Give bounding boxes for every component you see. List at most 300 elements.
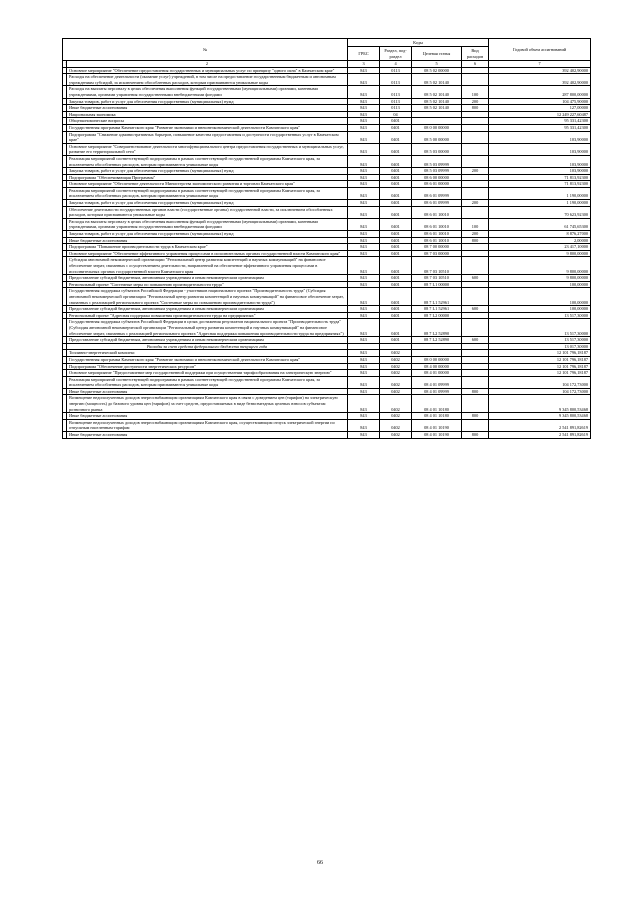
- row-csr: 08 6 01 10010: [412, 231, 462, 238]
- row-csr: 08 4 01 10180: [412, 395, 462, 413]
- row-grbs: 843: [348, 281, 380, 288]
- row-vr: 800: [462, 413, 489, 420]
- table-row: [63, 237, 591, 244]
- row-vr: [462, 376, 489, 388]
- row-razdel: 0402: [380, 376, 412, 388]
- row-name: Иные бюджетные ассигнования: [67, 105, 348, 112]
- row-csr: 08 4 01 09999: [412, 376, 462, 388]
- row-amount: 287 800,00000: [489, 86, 591, 98]
- table-row: [63, 218, 591, 230]
- row-name: Предоставление субсидий бюджетным, автономным учреждениям и иным некоммерческим организациям: [67, 337, 348, 344]
- row-vr: [462, 319, 489, 337]
- table-row: [63, 288, 591, 306]
- row-amount: 9 800,00000: [489, 275, 591, 282]
- row-razdel: 0401: [380, 206, 412, 218]
- row-amount: 100,00000: [489, 281, 591, 288]
- row-grbs: 843: [348, 218, 380, 230]
- row-razdel: 0401: [380, 281, 412, 288]
- table-row: [63, 86, 591, 98]
- table-row: [63, 257, 591, 275]
- row-csr: 08 5 03 00000: [412, 143, 462, 155]
- row-amount: 127,00000: [489, 105, 591, 112]
- header-csr: Целевая статья: [412, 47, 462, 61]
- row-name: Государственная программа Камчатского края "Развитие экономики и внешнеэкономической деятельности Камчатского края": [67, 124, 348, 131]
- row-razdel: 0401: [380, 231, 412, 238]
- row-razdel: 0401: [380, 174, 412, 181]
- row-grbs: 843: [348, 131, 380, 143]
- row-name: Основное мероприятие "Обеспечение эффективного управления процессами в исполнительных органах государственной власти Камчатского края": [67, 250, 348, 257]
- row-grbs: 843: [348, 74, 380, 86]
- header-index-7: 7: [489, 61, 591, 68]
- table-row: [63, 244, 591, 251]
- row-grbs: 843: [348, 306, 380, 313]
- row-amount: 104 475,90000: [489, 98, 591, 105]
- row-name: Иные бюджетные ассигнования: [67, 388, 348, 395]
- row-vr: 800: [462, 237, 489, 244]
- row-vr: [462, 356, 489, 363]
- row-name: Национальная экономика: [67, 111, 348, 118]
- row-name: Закупка товаров, работ и услуг для обеспечения государственных (муниципальных) нужд: [67, 200, 348, 207]
- row-amount: 8 876,27000: [489, 231, 591, 238]
- row-amount: 9 800,00000: [489, 257, 591, 275]
- header-num: №: [63, 39, 348, 61]
- row-csr: 08 7 L1 52961: [412, 306, 462, 313]
- row-razdel: 0401: [380, 200, 412, 207]
- row-name: Закупка товаров, работ и услуг для обеспечения государственных (муниципальных) нужд: [67, 98, 348, 105]
- row-vr: 800: [462, 105, 489, 112]
- row-csr: 08 4 01 10190: [412, 432, 462, 439]
- row-amount: 13 017,30000: [489, 343, 591, 350]
- row-name: Реализация мероприятий соответствующей подпрограммы в рамках соответствующей государственной программы Камчатского края, за исключением обособленных расходов, которым присваиваются уникальные коды: [67, 376, 348, 388]
- row-vr: [462, 312, 489, 319]
- header-codes: Коды: [348, 39, 489, 47]
- row-vr: [462, 363, 489, 370]
- row-name: Возмещение недополученных доходов энергоснабжающим организациям Камчатского края, осуществляющим отпуск электрической энергии по отпускным населенным тарифам: [67, 419, 348, 431]
- row-razdel: 0113: [380, 74, 412, 86]
- row-vr: [462, 288, 489, 306]
- table-row: [63, 356, 591, 363]
- header-index-1: 1: [63, 61, 67, 68]
- row-grbs: 843: [348, 257, 380, 275]
- table-row: [63, 98, 591, 105]
- row-amount: 2,00000: [489, 237, 591, 244]
- row-name: Подпрограмма "Обеспечивающая Программы": [67, 174, 348, 181]
- row-name: Предоставление субсидий бюджетным, автономным учреждениям и иным некоммерческим организациям: [67, 275, 348, 282]
- row-csr: 08 6 00 00000: [412, 174, 462, 181]
- row-amount: 1 190,00000: [489, 200, 591, 207]
- row-razdel: 0401: [380, 237, 412, 244]
- row-razdel: 0402: [380, 370, 412, 377]
- table-row: [63, 250, 591, 257]
- row-name: Подпрограмма "Обеспечение доступности энергетических ресурсов": [67, 363, 348, 370]
- row-razdel: 0402: [380, 363, 412, 370]
- row-grbs: 843: [348, 105, 380, 112]
- row-name: Закупка товаров, работ и услуг для обеспечения государственных (муниципальных) нужд: [67, 168, 348, 175]
- row-grbs: 843: [348, 143, 380, 155]
- row-razdel: 0113: [380, 67, 412, 74]
- table-row: [63, 105, 591, 112]
- row-razdel: 0401: [380, 250, 412, 257]
- header-index-5: 5: [412, 61, 462, 68]
- row-amount: 103,90000: [489, 155, 591, 167]
- row-amount: 70 623,92300: [489, 206, 591, 218]
- row-grbs: 843: [348, 250, 380, 257]
- row-vr: 200: [462, 168, 489, 175]
- row-name: Обеспечение деятельности государственных органов власти (государственные органы) государственной власти, за исключением обособленных расходов, которым присваиваются уникальные коды: [67, 206, 348, 218]
- row-amount: 12 101 796,18187: [489, 370, 591, 377]
- row-csr: 08 6 01 10010: [412, 237, 462, 244]
- row-razdel: 0401: [380, 275, 412, 282]
- row-grbs: 843: [348, 237, 380, 244]
- row-razdel: 0401: [380, 187, 412, 199]
- row-vr: 800: [462, 432, 489, 439]
- row-grbs: 843: [348, 98, 380, 105]
- row-vr: [462, 257, 489, 275]
- row-vr: [462, 155, 489, 167]
- row-grbs: 843: [348, 370, 380, 377]
- row-razdel: [380, 343, 412, 350]
- row-csr: [412, 350, 462, 357]
- row-grbs: 843: [348, 275, 380, 282]
- row-csr: 08 6 01 09999: [412, 200, 462, 207]
- row-amount: 95 331,42300: [489, 124, 591, 131]
- row-name: Расходы за счет средств федерального бюджета текущего года: [67, 343, 348, 350]
- row-razdel: 0401: [380, 143, 412, 155]
- row-razdel: 0401: [380, 306, 412, 313]
- table-row: [63, 231, 591, 238]
- row-grbs: 843: [348, 388, 380, 395]
- row-vr: 200: [462, 231, 489, 238]
- row-amount: 23 417,10000: [489, 244, 591, 251]
- row-amount: 1 190,00000: [489, 187, 591, 199]
- row-name: Региональный проект "Системные меры по повышению производительности труда": [67, 281, 348, 288]
- row-amount: 392 402,90000: [489, 74, 591, 86]
- header-razdel: Раздел, под-раздел: [380, 47, 412, 61]
- row-razdel: 0402: [380, 356, 412, 363]
- row-csr: 08 5 02 10140: [412, 74, 462, 86]
- row-grbs: 843: [348, 312, 380, 319]
- row-csr: 08 7 L2 52890: [412, 337, 462, 344]
- row-vr: [462, 181, 489, 188]
- row-csr: 08 4 01 00000: [412, 370, 462, 377]
- row-amount: 100,00000: [489, 306, 591, 313]
- row-amount: 12 101 796,18187: [489, 350, 591, 357]
- row-vr: [462, 395, 489, 413]
- table-row: [63, 413, 591, 420]
- table-row: [63, 281, 591, 288]
- row-grbs: 843: [348, 376, 380, 388]
- row-razdel: 0113: [380, 86, 412, 98]
- row-amount: 12 101 796,18187: [489, 363, 591, 370]
- row-grbs: 843: [348, 174, 380, 181]
- row-name: Основное мероприятие "Совершенствование деятельности многофункционального центра предоставления государственных и муниципальных услуг, развитие его территориальной сети": [67, 143, 348, 155]
- row-csr: 08 0 00 00000: [412, 356, 462, 363]
- row-vr: 200: [462, 200, 489, 207]
- header-index-6: 6: [462, 61, 489, 68]
- row-csr: 08 7 L1 00000: [412, 281, 462, 288]
- row-csr: 08 0 00 00000: [412, 124, 462, 131]
- row-vr: 800: [462, 388, 489, 395]
- table-row: [63, 419, 591, 431]
- budget-table: [62, 38, 591, 439]
- row-amount: 104 172,73000: [489, 376, 591, 388]
- row-razdel: 0402: [380, 419, 412, 431]
- row-csr: 08 5 03 09999: [412, 155, 462, 167]
- row-vr: [462, 67, 489, 74]
- row-vr: [462, 118, 489, 125]
- row-grbs: 843: [348, 356, 380, 363]
- row-csr: 08 4 01 10190: [412, 419, 462, 431]
- row-grbs: 843: [348, 363, 380, 370]
- row-vr: 600: [462, 306, 489, 313]
- row-name: Иные бюджетные ассигнования: [67, 413, 348, 420]
- row-razdel: 0113: [380, 105, 412, 112]
- row-amount: 95 331,42300: [489, 118, 591, 125]
- row-razdel: 0401: [380, 288, 412, 306]
- row-grbs: 843: [348, 111, 380, 118]
- row-razdel: 0401: [380, 155, 412, 167]
- row-vr: [462, 111, 489, 118]
- row-name: Реализация мероприятий соответствующей подпрограммы в рамках соответствующей государственной программы Камчатского края, за исключением обособленных расходов, которым присваиваются уникальные коды: [67, 187, 348, 199]
- row-amount: 12 101 796,18187: [489, 356, 591, 363]
- row-name: Основное мероприятие "Обеспечение деятельности Министерства экономического развития и торговли Камчатского края": [67, 181, 348, 188]
- budget-page: [62, 38, 590, 439]
- row-amount: 100,00000: [489, 288, 591, 306]
- row-name: Общеэкономические вопросы: [67, 118, 348, 125]
- row-name: Иные бюджетные ассигнования: [67, 432, 348, 439]
- row-name: Возмещение недополученных доходов энергоснабжающим организациям Камчатского края в связи с доведением цен (тарифов) на электрическую энергию (мощность) до базового уровня цен (тарифов) за счет средств, предоставляемых в виде безвозмездных целевых взносов субъектам розничного рынка: [67, 395, 348, 413]
- row-grbs: 843: [348, 337, 380, 344]
- row-name: Государственная поддержка субъектов Российской Федерации в целях достижения результатов национального проекта "Производительность труда" (Субсидия автономной некоммерческой организации "Региональный центр развития компетенций и научных коммуникаций" на финансовое обеспечение затрат, связанных с реализацией регионального проекта "Адресная поддержка повышения производительности труда на предприятиях"): [67, 319, 348, 337]
- row-grbs: 843: [348, 86, 380, 98]
- row-grbs: [348, 343, 380, 350]
- table-row: [63, 432, 591, 439]
- row-vr: [462, 281, 489, 288]
- table-row: [63, 319, 591, 337]
- row-csr: 08 4 01 10180: [412, 413, 462, 420]
- row-vr: [462, 350, 489, 357]
- row-csr: 08 7 L2 52890: [412, 319, 462, 337]
- table-row: [63, 187, 591, 199]
- row-csr: 08 5 02 10140: [412, 105, 462, 112]
- table-row: [63, 124, 591, 131]
- header-amount: Годовой объем ассигнований: [489, 39, 591, 61]
- row-grbs: 843: [348, 395, 380, 413]
- row-csr: 08 4 01 09999: [412, 388, 462, 395]
- row-amount: 103,90000: [489, 168, 591, 175]
- row-grbs: 843: [348, 350, 380, 357]
- row-amount: 2 541 891,82619: [489, 432, 591, 439]
- row-csr: 08 5 02 10140: [412, 98, 462, 105]
- row-name: Расходы на выплаты персоналу в целях обеспечения выполнения функций государственными (муниципальными) органами, казенными учреждениями, органами управления государственными внебюджетными фондами: [67, 86, 348, 98]
- table-row: [63, 370, 591, 377]
- row-amount: 71 813,92300: [489, 181, 591, 188]
- row-vr: [462, 187, 489, 199]
- row-vr: [462, 370, 489, 377]
- row-vr: [462, 419, 489, 431]
- row-vr: [462, 174, 489, 181]
- row-csr: [412, 111, 462, 118]
- row-grbs: 843: [348, 206, 380, 218]
- row-csr: 08 6 01 10010: [412, 206, 462, 218]
- row-csr: 08 7 L2 00000: [412, 312, 462, 319]
- row-razdel: 0402: [380, 395, 412, 413]
- header-index-4: 4: [380, 61, 412, 68]
- table-row: [63, 143, 591, 155]
- row-name: Подпрограмма "Снижение административных барьеров, повышение качества предоставления и доступности государственных услуг в Камчатском крае": [67, 131, 348, 143]
- table-row: [63, 376, 591, 388]
- table-row: [63, 155, 591, 167]
- row-csr: 08 5 00 00000: [412, 131, 462, 143]
- row-grbs: 843: [348, 124, 380, 131]
- table-row: [63, 312, 591, 319]
- row-amount: 2 541 891,82619: [489, 419, 591, 431]
- table-row: [63, 174, 591, 181]
- row-razdel: 0401: [380, 218, 412, 230]
- row-amount: 61 745,65300: [489, 218, 591, 230]
- row-grbs: 843: [348, 118, 380, 125]
- row-csr: 08 7 00 00000: [412, 244, 462, 251]
- table-row: [63, 168, 591, 175]
- row-grbs: 843: [348, 155, 380, 167]
- row-grbs: 843: [348, 181, 380, 188]
- row-vr: 100: [462, 86, 489, 98]
- row-razdel: 0401: [380, 319, 412, 337]
- table-row: [63, 200, 591, 207]
- header-index-2: 2: [67, 61, 348, 68]
- row-name: Государственная программа Камчатского края "Развитие экономики и внешнеэкономической деятельности Камчатского края": [67, 356, 348, 363]
- row-grbs: 843: [348, 319, 380, 337]
- table-row: [63, 350, 591, 357]
- row-razdel: 0401: [380, 124, 412, 131]
- row-amount: 12 249 227,60487: [489, 111, 591, 118]
- row-vr: 600: [462, 337, 489, 344]
- row-csr: 08 7 L1 52961: [412, 288, 462, 306]
- row-csr: [412, 118, 462, 125]
- header-grbs: ГРБС: [348, 47, 380, 61]
- row-name: Закупка товаров, работ и услуг для обеспечения государственных (муниципальных) нужд: [67, 231, 348, 238]
- row-grbs: 843: [348, 419, 380, 431]
- row-name: Расходы на выплаты персоналу в целях обеспечения выполнения функций государственными (муниципальными) органами, казенными учреждениями, органами управления государственными внебюджетными фондами: [67, 218, 348, 230]
- table-row: [63, 275, 591, 282]
- row-razdel: 0113: [380, 98, 412, 105]
- table-row: [63, 118, 591, 125]
- row-amount: 71 813,92300: [489, 174, 591, 181]
- row-csr: 08 5 02 10140: [412, 86, 462, 98]
- row-csr: 08 5 02 00000: [412, 67, 462, 74]
- row-name: Государственная поддержка субъектов Российской Федерации - участников национального проекта "Производительность труда" (Субсидия автономной некоммерческой организации "Региональный центр развития компетенций и научных коммуникаций" на финансовое обеспечение затрат, связанных с реализацией регионального проекта "Системные меры по повышению производительности труда"): [67, 288, 348, 306]
- row-razdel: 0401: [380, 337, 412, 344]
- row-vr: [462, 343, 489, 350]
- row-name: Реализация мероприятий соответствующей подпрограммы в рамках соответствующей государственной программы Камчатского края, за исключением обособленных расходов, которым присваиваются уникальные коды: [67, 155, 348, 167]
- row-razdel: 04: [380, 111, 412, 118]
- header-vr: Вид расходов: [462, 47, 489, 61]
- table-row: [63, 343, 591, 350]
- row-vr: [462, 74, 489, 86]
- row-razdel: 0401: [380, 244, 412, 251]
- row-grbs: 843: [348, 168, 380, 175]
- row-razdel: 0401: [380, 181, 412, 188]
- row-vr: [462, 124, 489, 131]
- row-vr: 200: [462, 98, 489, 105]
- row-razdel: 0402: [380, 388, 412, 395]
- table-row: [63, 363, 591, 370]
- row-amount: 392 402,90000: [489, 67, 591, 74]
- row-vr: 600: [462, 275, 489, 282]
- row-razdel: 0401: [380, 168, 412, 175]
- table-row: [63, 206, 591, 218]
- row-grbs: 843: [348, 200, 380, 207]
- row-grbs: 843: [348, 288, 380, 306]
- row-name: Региональный проект "Адресная поддержка повышения производительности труда на предприятиях": [67, 312, 348, 319]
- row-amount: 103,90000: [489, 131, 591, 143]
- row-amount: 13 517,30000: [489, 337, 591, 344]
- row-name: Подпрограмма "Повышение производительности труда в Камчатском крае": [67, 244, 348, 251]
- row-vr: [462, 206, 489, 218]
- table-row: [63, 74, 591, 86]
- row-razdel: 0401: [380, 118, 412, 125]
- row-csr: 08 7 03 10510: [412, 275, 462, 282]
- row-grbs: 843: [348, 244, 380, 251]
- table-row: [63, 181, 591, 188]
- row-grbs: 843: [348, 67, 380, 74]
- table-row: [63, 111, 591, 118]
- row-vr: 100: [462, 218, 489, 230]
- row-amount: 13 517,30000: [489, 312, 591, 319]
- row-name: Основное мероприятие "Обеспечение предоставления государственных и муниципальных услуг по принципу "одного окна" в Камчатском крае": [67, 67, 348, 74]
- row-razdel: 0402: [380, 413, 412, 420]
- row-name: Расходы на обеспечение деятельности (оказание услуг) учреждений, в том числе на предоставление государственным бюджетным и автономным учреждениям субсидий, за исключением обособленных расходов, которым присваиваются уникальные коды: [67, 74, 348, 86]
- table-row: [63, 306, 591, 313]
- table-row: [63, 337, 591, 344]
- row-amount: 9 345 800,53468: [489, 413, 591, 420]
- table-row: [63, 388, 591, 395]
- row-csr: 08 7 03 00000: [412, 250, 462, 257]
- row-grbs: 843: [348, 187, 380, 199]
- row-amount: 103,90000: [489, 143, 591, 155]
- row-grbs: 843: [348, 231, 380, 238]
- row-grbs: 843: [348, 413, 380, 420]
- page-number: 66: [317, 860, 323, 866]
- row-vr: [462, 244, 489, 251]
- row-csr: 08 5 03 09999: [412, 168, 462, 175]
- row-razdel: 0402: [380, 350, 412, 357]
- row-razdel: 0401: [380, 131, 412, 143]
- row-name: Предоставление субсидий бюджетным, автономным учреждениям и иным некоммерческим организациям: [67, 306, 348, 313]
- row-amount: 9 345 800,53468: [489, 395, 591, 413]
- row-csr: 08 6 01 10010: [412, 218, 462, 230]
- table-row: [63, 131, 591, 143]
- header-index-3: 3: [348, 61, 380, 68]
- row-csr: 08 6 01 00000: [412, 181, 462, 188]
- row-name: Субсидия автономной некоммерческой организации "Региональный центр развития компетенций и научных коммуникаций" на финансовое обеспечение затрат, связанных с осуществлением деятельности, направленной на обеспечение эффективного управления процессами в исполнительных органах государственной власти Камчатского края: [67, 257, 348, 275]
- row-grbs: 843: [348, 432, 380, 439]
- row-vr: [462, 250, 489, 257]
- table-row: [63, 67, 591, 74]
- row-csr: 08 6 01 09999: [412, 187, 462, 199]
- row-razdel: 0401: [380, 257, 412, 275]
- table-row: [63, 395, 591, 413]
- row-vr: [462, 131, 489, 143]
- row-csr: [412, 343, 462, 350]
- row-vr: [462, 143, 489, 155]
- row-name: Основное мероприятие "Предоставление мер государственной поддержки при осуществлении тарифообразования на электрическую энергию": [67, 370, 348, 377]
- row-razdel: 0402: [380, 432, 412, 439]
- row-csr: 08 7 03 10510: [412, 257, 462, 275]
- row-razdel: 0401: [380, 312, 412, 319]
- row-amount: 9 800,00000: [489, 250, 591, 257]
- row-name: Топливно-энергетический комплекс: [67, 350, 348, 357]
